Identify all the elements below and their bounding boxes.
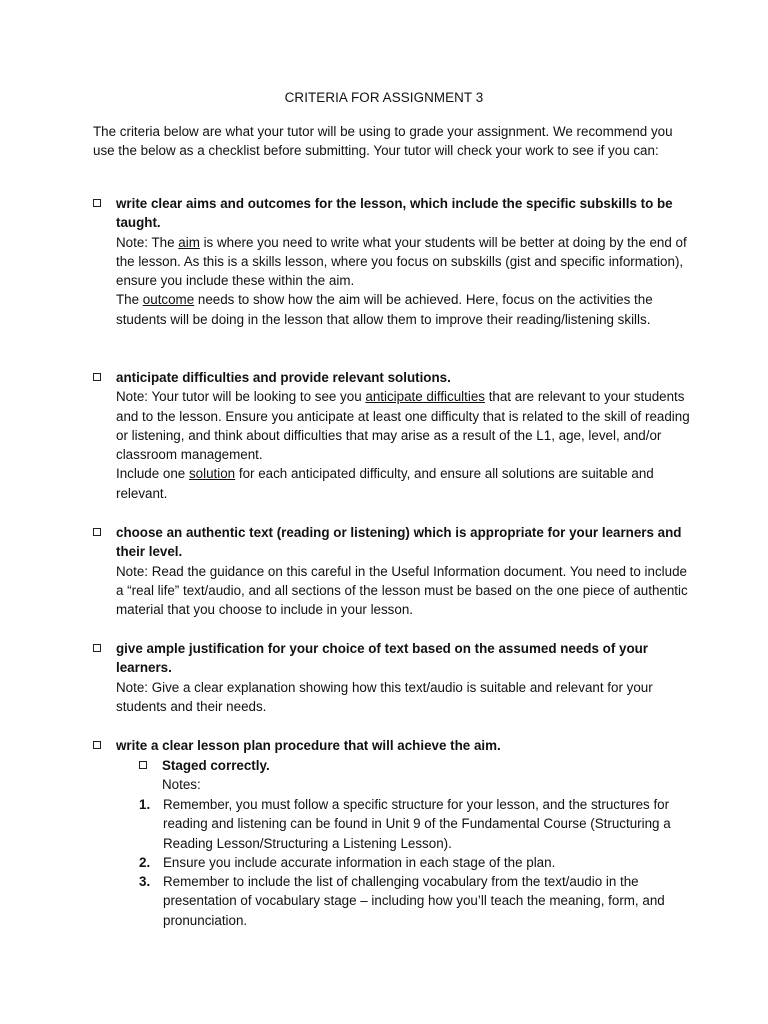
underlined-term: aim (178, 234, 200, 250)
list-item (139, 872, 699, 930)
checkbox-icon (93, 741, 101, 749)
criteria-item-aims (93, 194, 693, 329)
sub-criteria-staged (139, 756, 699, 795)
checkbox-icon (139, 761, 147, 769)
criteria-note: Note: Give a clear explanation showing how this text/audio is suitable and relevant for your students and their needs. (116, 679, 653, 714)
criteria-item-procedure (93, 736, 693, 755)
criteria-item-difficulties (93, 368, 693, 503)
criteria-item-justification (93, 639, 693, 716)
checkbox-icon (93, 373, 101, 381)
criteria-heading: choose an authentic text (reading or listening) which is appropriate for your learners and their level. (116, 525, 682, 560)
underlined-term: solution (188, 466, 236, 482)
list-number: 3. (139, 874, 151, 890)
sub-criteria-heading: Staged correctly. (162, 758, 270, 773)
list-number: 1. (139, 797, 151, 812)
list-number: 2. (139, 854, 151, 870)
list-item-text: Remember to include the list of challenging vocabulary from the text/audio in the presentation of vocabulary stage – including how you’ll teach the meaning, form, and pronunciation. (163, 874, 665, 928)
criteria-note: Include one solution for each anticipated difficulty, and ensure all solutions are suitable and relevant. (116, 466, 654, 501)
list-item (139, 795, 699, 853)
underlined-term: outcome (142, 292, 195, 308)
criteria-note: The outcome needs to show how the aim will be achieved. Here, focus on the activities the students will be doing in the lesson that allow them to improve their reading/listening skills. (116, 292, 653, 327)
list-item (139, 853, 699, 872)
criteria-item-authentic-text (93, 523, 693, 619)
criteria-heading: give ample justification for your choice of text based on the assumed needs of your learners. (116, 641, 649, 676)
criteria-note: Note: Your tutor will be looking to see you anticipate difficulties that are relevant to your students and to the lesson. Ensure you anticipate at least one difficulty that is related to the skill of reading or listening, and think about difficulties that may arise as a result of the L1, age, level, and/or classroom management. (116, 389, 690, 463)
document-title: CRITERIA FOR ASSIGNMENT 3 (284, 90, 484, 105)
checkbox-icon (93, 644, 101, 652)
checkbox-icon (93, 528, 101, 536)
checkbox-icon (93, 199, 101, 207)
intro-paragraph: The criteria below are what your tutor will be using to grade your assignment. We recommend you use the below as a checklist before submitting. Your tutor will check your work to see if you can: (93, 124, 673, 159)
criteria-note: Note: Read the guidance on this careful in the Useful Information document. You need to include a “real life” text/audio, and all sections of the lesson must be based on the one piece of authentic material that you choose to include in your lesson. (116, 563, 688, 618)
list-item-text: Ensure you include accurate information in each stage of the plan. (163, 854, 556, 870)
criteria-heading: write clear aims and outcomes for the lesson, which include the specific subskills to be taught. (116, 196, 673, 231)
list-item-text: Remember, you must follow a specific structure for your lesson, and the structures for reading and listening can be found in Unit 9 of the Fundamental Course (Structuring a Reading Lesson/Structuring a Listening Lesson). (163, 797, 671, 851)
criteria-note: Note: The aim is where you need to write what your students will be better at doing by the end of the lesson. As this is a skills lesson, where you focus on subskills (gist and specific information), ensure you include these within the aim. (116, 234, 687, 289)
criteria-heading: anticipate difficulties and provide relevant solutions. (116, 370, 451, 385)
underlined-term: anticipate difficulties (365, 389, 485, 405)
sub-criteria-notes-label: Notes: (162, 777, 201, 793)
criteria-heading: write a clear lesson plan procedure that will achieve the aim. (116, 738, 501, 753)
numbered-list (139, 795, 699, 930)
